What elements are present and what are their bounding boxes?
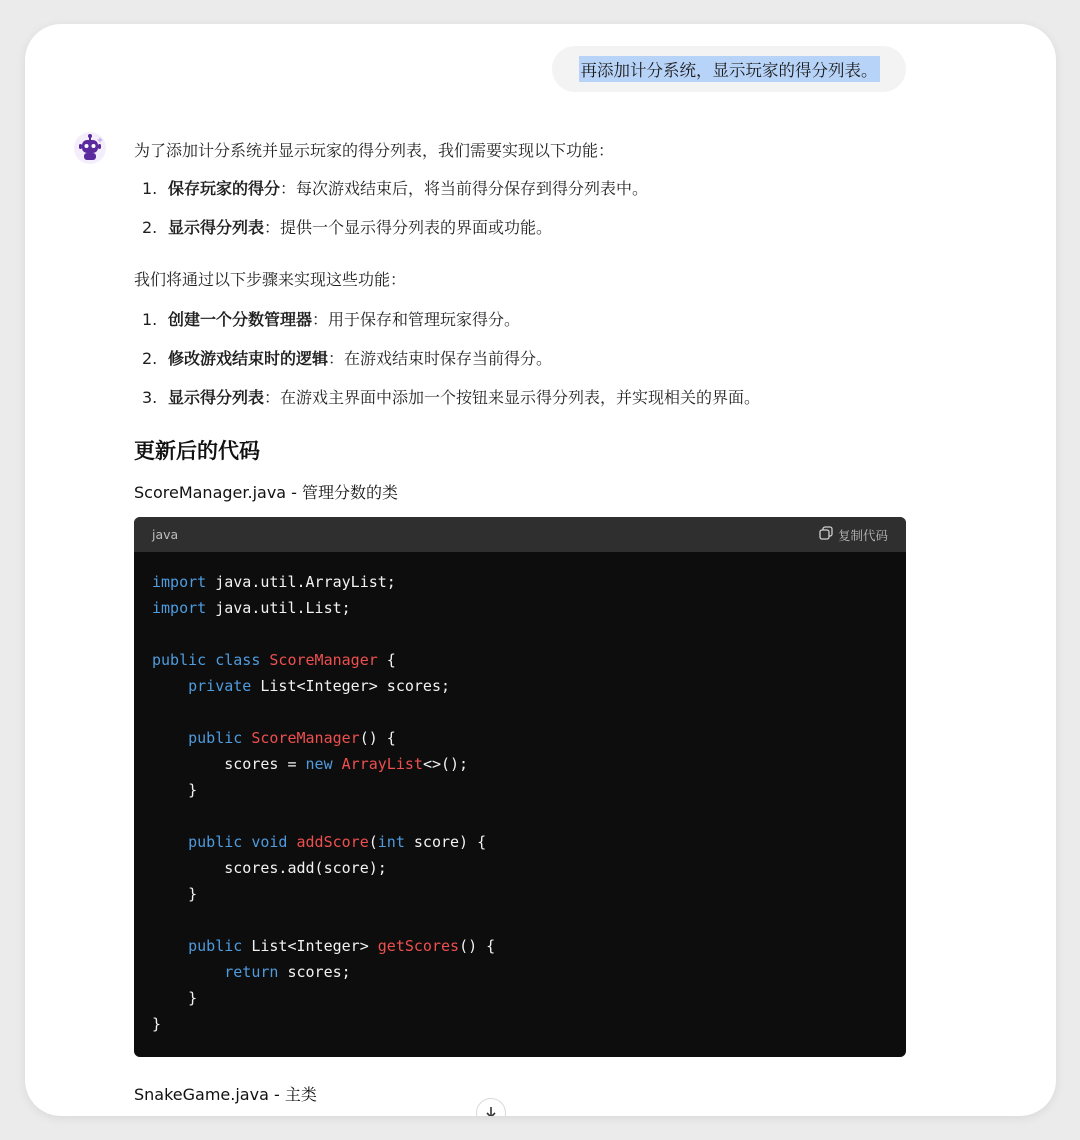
code-text (152, 729, 188, 747)
section-heading: 更新后的代码 (134, 439, 260, 463)
code-language-label: java (152, 527, 179, 542)
code-text: } (152, 781, 198, 799)
code-line (152, 699, 495, 725)
copy-icon (819, 526, 833, 543)
code-line (152, 725, 495, 751)
code-text (152, 833, 188, 851)
code-text: List<Integer> (242, 937, 378, 955)
arrow-down-icon (484, 1104, 498, 1117)
code-keyword: public void (188, 833, 288, 851)
user-message-text: 再添加计分系统，显示玩家的得分列表。 (579, 56, 880, 82)
code-line (152, 777, 495, 803)
code-text: } (152, 885, 198, 903)
code-text: () { (359, 729, 396, 747)
code-text: score) { (404, 833, 487, 851)
code-header (134, 517, 906, 552)
code-text: () { (459, 937, 496, 955)
code-text: { (377, 651, 396, 669)
code-identifier: ArrayList (341, 755, 423, 773)
code-keyword: public (188, 937, 243, 955)
code-keyword: new (305, 755, 333, 773)
code-text: <>(); (422, 755, 469, 773)
code-keyword: int (377, 833, 405, 851)
code-keyword: import (152, 599, 207, 617)
code-line (152, 673, 495, 699)
code-text: java.util.ArrayList; (206, 573, 396, 591)
code-text (287, 833, 296, 851)
code-line (152, 881, 495, 907)
code-text: scores; (278, 963, 351, 981)
code-text (152, 963, 224, 981)
code-line (152, 829, 495, 855)
code-identifier: ScoreManager (251, 729, 360, 747)
user-message-bubble (552, 46, 906, 92)
code-text: List<Integer> scores; (251, 677, 451, 695)
code-text: scores = (152, 755, 306, 773)
code-line (152, 647, 495, 673)
step-item: 3. 显示得分列表：在游戏主界面中添加一个按钮来显示得分列表，并实现相关的界面。 (142, 388, 761, 407)
code-text: scores.add(score); (152, 859, 387, 877)
code-text (242, 729, 251, 747)
scroll-down-button[interactable] (476, 1098, 506, 1116)
code-line (152, 959, 495, 985)
robot-icon (73, 131, 107, 165)
code-text (333, 755, 342, 773)
code-keyword: public class (152, 651, 261, 669)
code-text (152, 677, 188, 695)
code-content (152, 569, 495, 1037)
code-line (152, 803, 495, 829)
code-keyword: public (188, 729, 243, 747)
file-label: SnakeGame.java - 主类 (134, 1085, 317, 1104)
feature-item: 2. 显示得分列表：提供一个显示得分列表的界面或功能。 (142, 218, 553, 237)
code-block (134, 517, 906, 1057)
step-item: 1. 创建一个分数管理器：用于保存和管理玩家得分。 (142, 310, 521, 329)
feature-item: 1. 保存玩家的得分：每次游戏结束后，将当前得分保存到得分列表中。 (142, 179, 649, 198)
code-text: } (152, 989, 198, 1007)
copy-code-label: 复制代码 (837, 527, 888, 543)
code-line (152, 907, 495, 933)
code-identifier: getScores (377, 937, 460, 955)
code-line (152, 569, 495, 595)
code-line (152, 751, 495, 777)
code-keyword: import (152, 573, 207, 591)
code-line (152, 985, 495, 1011)
code-identifier: ScoreManager (269, 651, 378, 669)
code-keyword: private (188, 677, 252, 695)
code-text: ( (368, 833, 378, 851)
step-item: 2. 修改游戏结束时的逻辑：在游戏结束时保存当前得分。 (142, 349, 553, 368)
code-line (152, 933, 495, 959)
code-line (152, 595, 495, 621)
code-identifier: addScore (296, 833, 369, 851)
code-text (152, 937, 188, 955)
chat-window (25, 24, 1056, 1116)
intro-text: 为了添加计分系统并显示玩家的得分列表，我们需要实现以下功能： (134, 141, 615, 160)
copy-code-button[interactable] (819, 526, 888, 544)
steps-intro-text: 我们将通过以下步骤来实现这些功能： (134, 270, 407, 289)
code-text: java.util.List; (206, 599, 351, 617)
code-line (152, 855, 495, 881)
code-line (152, 621, 495, 647)
code-keyword: return (224, 963, 279, 981)
code-text: } (152, 1015, 162, 1033)
file-label: ScoreManager.java - 管理分数的类 (134, 483, 399, 502)
code-line (152, 1011, 495, 1037)
